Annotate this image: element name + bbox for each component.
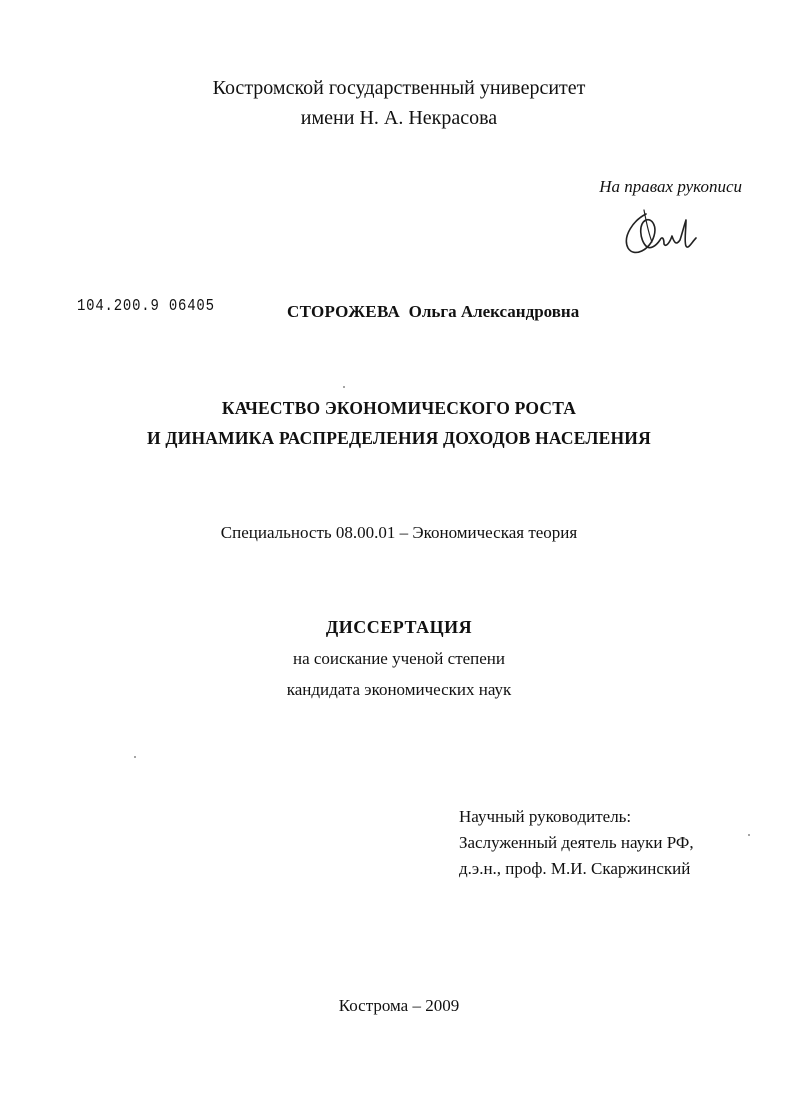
degree-line-1: на соискание ученой степени bbox=[292, 649, 506, 668]
supervisor-name: д.э.н., проф. М.И. Скаржинский bbox=[459, 859, 691, 878]
dissertation-title-line-2: И ДИНАМИКА РАСПРЕДЕЛЕНИЯ ДОХОДОВ НАСЕЛЕНИЯ bbox=[147, 428, 651, 448]
scan-speck bbox=[748, 834, 750, 836]
supervisor-block bbox=[459, 804, 694, 882]
specialty: Специальность 08.00.01 – Экономическая теория bbox=[220, 523, 578, 542]
scan-speck bbox=[134, 756, 136, 758]
registry-code: 104.200.9 06405 bbox=[77, 297, 215, 316]
degree-line-2: кандидата экономических наук bbox=[286, 680, 512, 699]
university-named-after: имени Н. А. Некрасова bbox=[300, 107, 498, 129]
supervisor-label: Научный руководитель: bbox=[459, 807, 632, 826]
author-given-names: Ольга Александровна bbox=[408, 302, 580, 321]
dissertation-title-line-1: КАЧЕСТВО ЭКОНОМИЧЕСКОГО РОСТА bbox=[221, 398, 577, 418]
manuscript-note: На правах рукописи bbox=[599, 177, 742, 196]
supervisor-title: Заслуженный деятель науки РФ, bbox=[459, 833, 694, 852]
handwritten-signature bbox=[616, 206, 700, 260]
work-type: ДИССЕРТАЦИЯ bbox=[325, 617, 473, 637]
scan-speck bbox=[343, 386, 345, 388]
author-surname: СТОРОЖЕВА bbox=[287, 302, 401, 321]
author-name bbox=[287, 302, 579, 322]
university-name: Костромской государственный университет bbox=[212, 77, 586, 99]
city-year: Кострома – 2009 bbox=[338, 996, 460, 1015]
